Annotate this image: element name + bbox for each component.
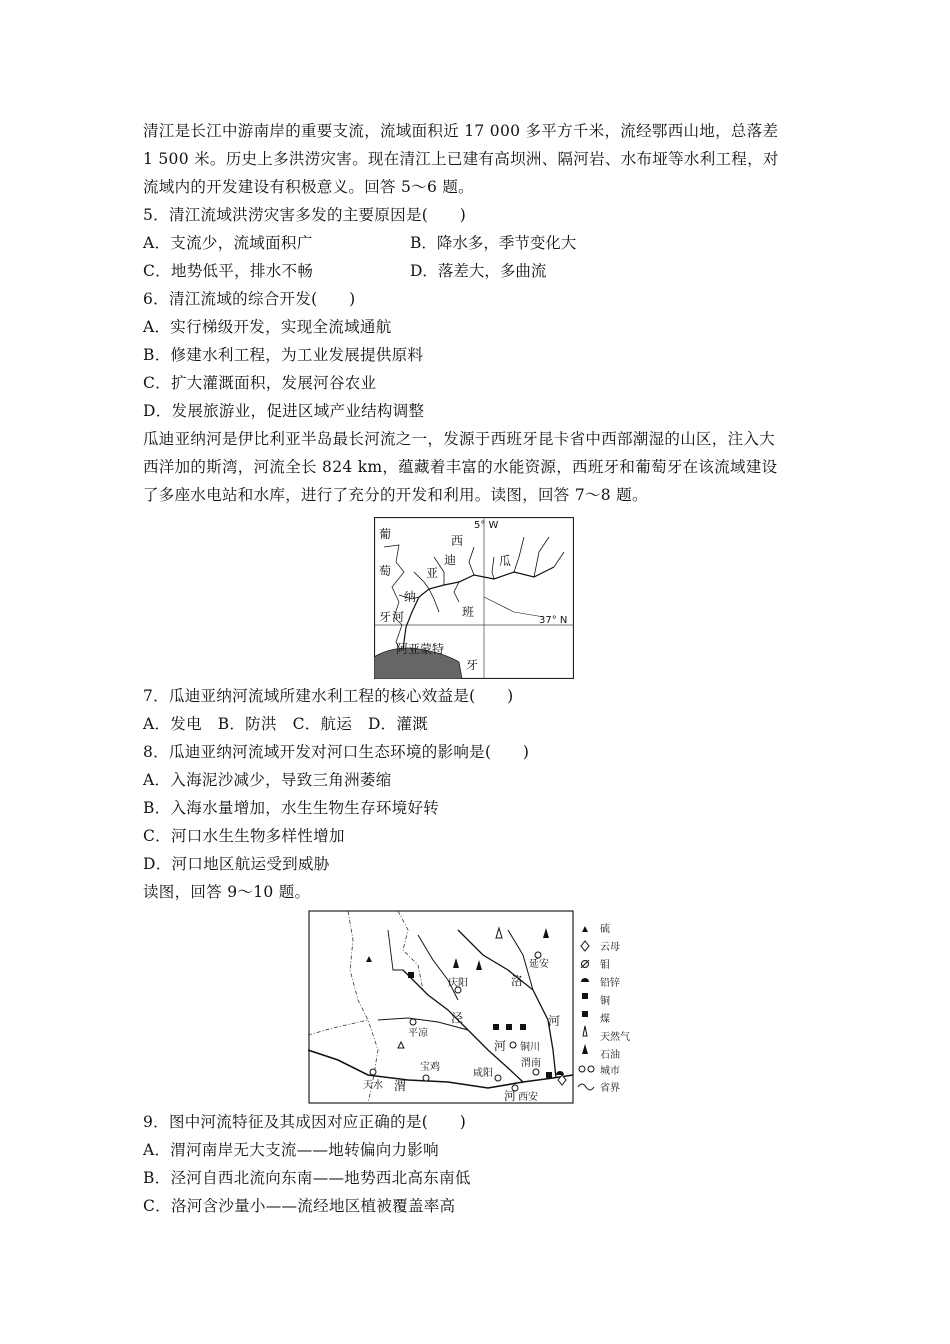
map1-latitude-label: 37° N (539, 615, 568, 626)
oil-icon (582, 1044, 588, 1054)
map1-label: 迪 (444, 553, 457, 567)
q5-option-d: D．落差大，多曲流 (410, 262, 547, 280)
q7-stem: 7．瓜迪亚纳河流域所建水利工程的核心效益是( ) (143, 687, 514, 705)
passage1-line3: 流域内的开发建设有积极意义。回答 5～6 题。 (143, 178, 474, 196)
map1-label: 河 (392, 610, 405, 624)
q5-option-c: C．地势低平，排水不畅 (143, 262, 314, 280)
map2-city-label: 平凉 (408, 1028, 428, 1039)
legend-label: 天然气 (600, 1032, 630, 1043)
map1-longitude-label: 5° W (474, 520, 499, 531)
passage2-line3: 了多座水电站和水库，进行了充分的开发和利用。读图，回答 7～8 题。 (143, 486, 648, 504)
q6-option-a: A．实行梯级开发，实现全流域通航 (143, 318, 392, 336)
q5-stem: 5．清江流域洪涝灾害多发的主要原因是( ) (143, 206, 467, 224)
q8-option-b: B．入海水量增加，水生生物生存环境好转 (143, 799, 440, 817)
q9-option-c: C．洛河含沙量小——流经地区植被覆盖率高 (143, 1197, 456, 1215)
city-marker-xianyang (495, 1075, 501, 1081)
coal-icon (582, 1011, 588, 1017)
passage1-line1: 清江是长江中游南岸的重要支流，流域面积近 17 000 多平方千米，流经鄂西山地，总落差 (143, 122, 779, 140)
city-marker-baoji (423, 1075, 429, 1081)
map2-river-label: 洛 (511, 974, 524, 988)
legend-label: 云母 (600, 942, 620, 953)
city-marker-pingliang (410, 1019, 416, 1025)
map1-city-label: 阿亚蒙特 (396, 642, 445, 656)
intro-q9-10: 读图，回答 9～10 题。 (143, 883, 311, 901)
passage1-line2: 1 500 米。历史上多洪涝灾害。现在清江上已建有高坝洲、隔河岩、水布垭等水利工程，对 (143, 150, 779, 168)
q5-option-b: B．降水多，季节变化大 (410, 234, 577, 252)
map2-city-label: 咸阳 (473, 1068, 493, 1079)
q9-option-a: A．渭河南岸无大支流——地转偏向力影响 (143, 1141, 439, 1159)
coal-icon (408, 972, 414, 978)
map2-city-label: 西安 (518, 1092, 538, 1103)
legend-label: 煤 (600, 1014, 610, 1025)
map2-river-label: 渭 (394, 1079, 407, 1093)
q6-option-c: C．扩大灌溉面积，发展河谷农业 (143, 374, 377, 392)
map1-label: 西 (451, 534, 464, 548)
map1-label: 葡 (379, 527, 392, 541)
city-marker-tianshui (370, 1069, 376, 1075)
map2-city-label: 延安 (529, 959, 549, 970)
city-marker-yanan (535, 952, 541, 958)
coal-icon (493, 1024, 499, 1030)
sulfur-icon (582, 926, 588, 932)
lead-zinc-icon (581, 978, 589, 982)
city-icon (579, 1066, 585, 1072)
map2-legend (578, 922, 630, 1094)
q9-stem: 9．图中河流特征及其成因对应正确的是( ) (143, 1113, 467, 1131)
map2-city-label: 天水 (363, 1080, 383, 1091)
natural-gas-icon (583, 1026, 587, 1036)
legend-label: 城市 (600, 1066, 620, 1077)
wei-river-map (308, 910, 648, 1105)
map2-city-label: 庆阳 (448, 978, 468, 989)
coal-icon (506, 1024, 512, 1030)
coal-icon (520, 1024, 526, 1030)
guadiana-river-map (374, 517, 574, 679)
q5-option-a: A．支流少，流域面积广 (143, 234, 313, 252)
map2-city-label: 渭南 (521, 1058, 541, 1069)
legend-label: 钼 (600, 960, 610, 971)
mica-icon (581, 941, 589, 951)
map2-river-label: 河 (494, 1039, 507, 1053)
province-border-icon (578, 1084, 594, 1090)
map2-city-label: 宝鸡 (420, 1062, 440, 1073)
q7-options: A．发电 B．防洪 C．航运 D．灌溉 (143, 715, 429, 733)
legend-label: 硫 (600, 924, 610, 935)
map1-label: 班 (462, 605, 475, 619)
city-marker-tongchuan (510, 1042, 516, 1048)
map2-river-label: 泾 (451, 1011, 464, 1025)
map1-label: 牙 (379, 610, 392, 624)
map2-city-label: 铜川 (520, 1042, 540, 1053)
map1-label: 萄 (379, 564, 392, 578)
q6-stem: 6．清江流域的综合开发( ) (143, 290, 356, 308)
map2-river-label: 河 (548, 1014, 561, 1028)
legend-label: 铜 (600, 996, 610, 1007)
passage2-line2: 西洋加的斯湾，河流全长 824 km，蕴藏着丰富的水能资源，西班牙和葡萄牙在该流域建设 (143, 458, 778, 476)
copper-icon (582, 993, 588, 999)
coal-icon (546, 1072, 552, 1078)
q8-stem: 8．瓜迪亚纳河流域开发对河口生态环境的影响是( ) (143, 743, 530, 761)
q8-option-a: A．入海泥沙减少，导致三角洲萎缩 (143, 771, 392, 789)
q8-option-d: D．河口地区航运受到威胁 (143, 855, 330, 873)
legend-label: 铅锌 (600, 978, 620, 989)
map1-label: 亚 (426, 566, 439, 580)
map1-label: 牙 (466, 658, 479, 672)
legend-label: 石油 (600, 1050, 620, 1061)
q9-option-b: B．泾河自西北流向东南——地势西北高东南低 (143, 1169, 471, 1187)
legend-label: 省界 (600, 1083, 620, 1094)
map1-label: 瓜 (499, 554, 512, 568)
map2-river-label: 河 (504, 1089, 517, 1103)
city-marker-weinan (533, 1069, 539, 1075)
q6-option-d: D．发展旅游业，促进区域产业结构调整 (143, 402, 425, 420)
city-icon (588, 1066, 594, 1072)
q8-option-c: C．河口水生生物多样性增加 (143, 827, 345, 845)
map1-label: 纳 (404, 590, 417, 604)
q6-option-b: B．修建水利工程，为工业发展提供原料 (143, 346, 424, 364)
passage2-line1: 瓜迪亚纳河是伊比利亚半岛最长河流之一，发源于西班牙昆卡省中西部潮湿的山区，注入大 (143, 430, 776, 448)
